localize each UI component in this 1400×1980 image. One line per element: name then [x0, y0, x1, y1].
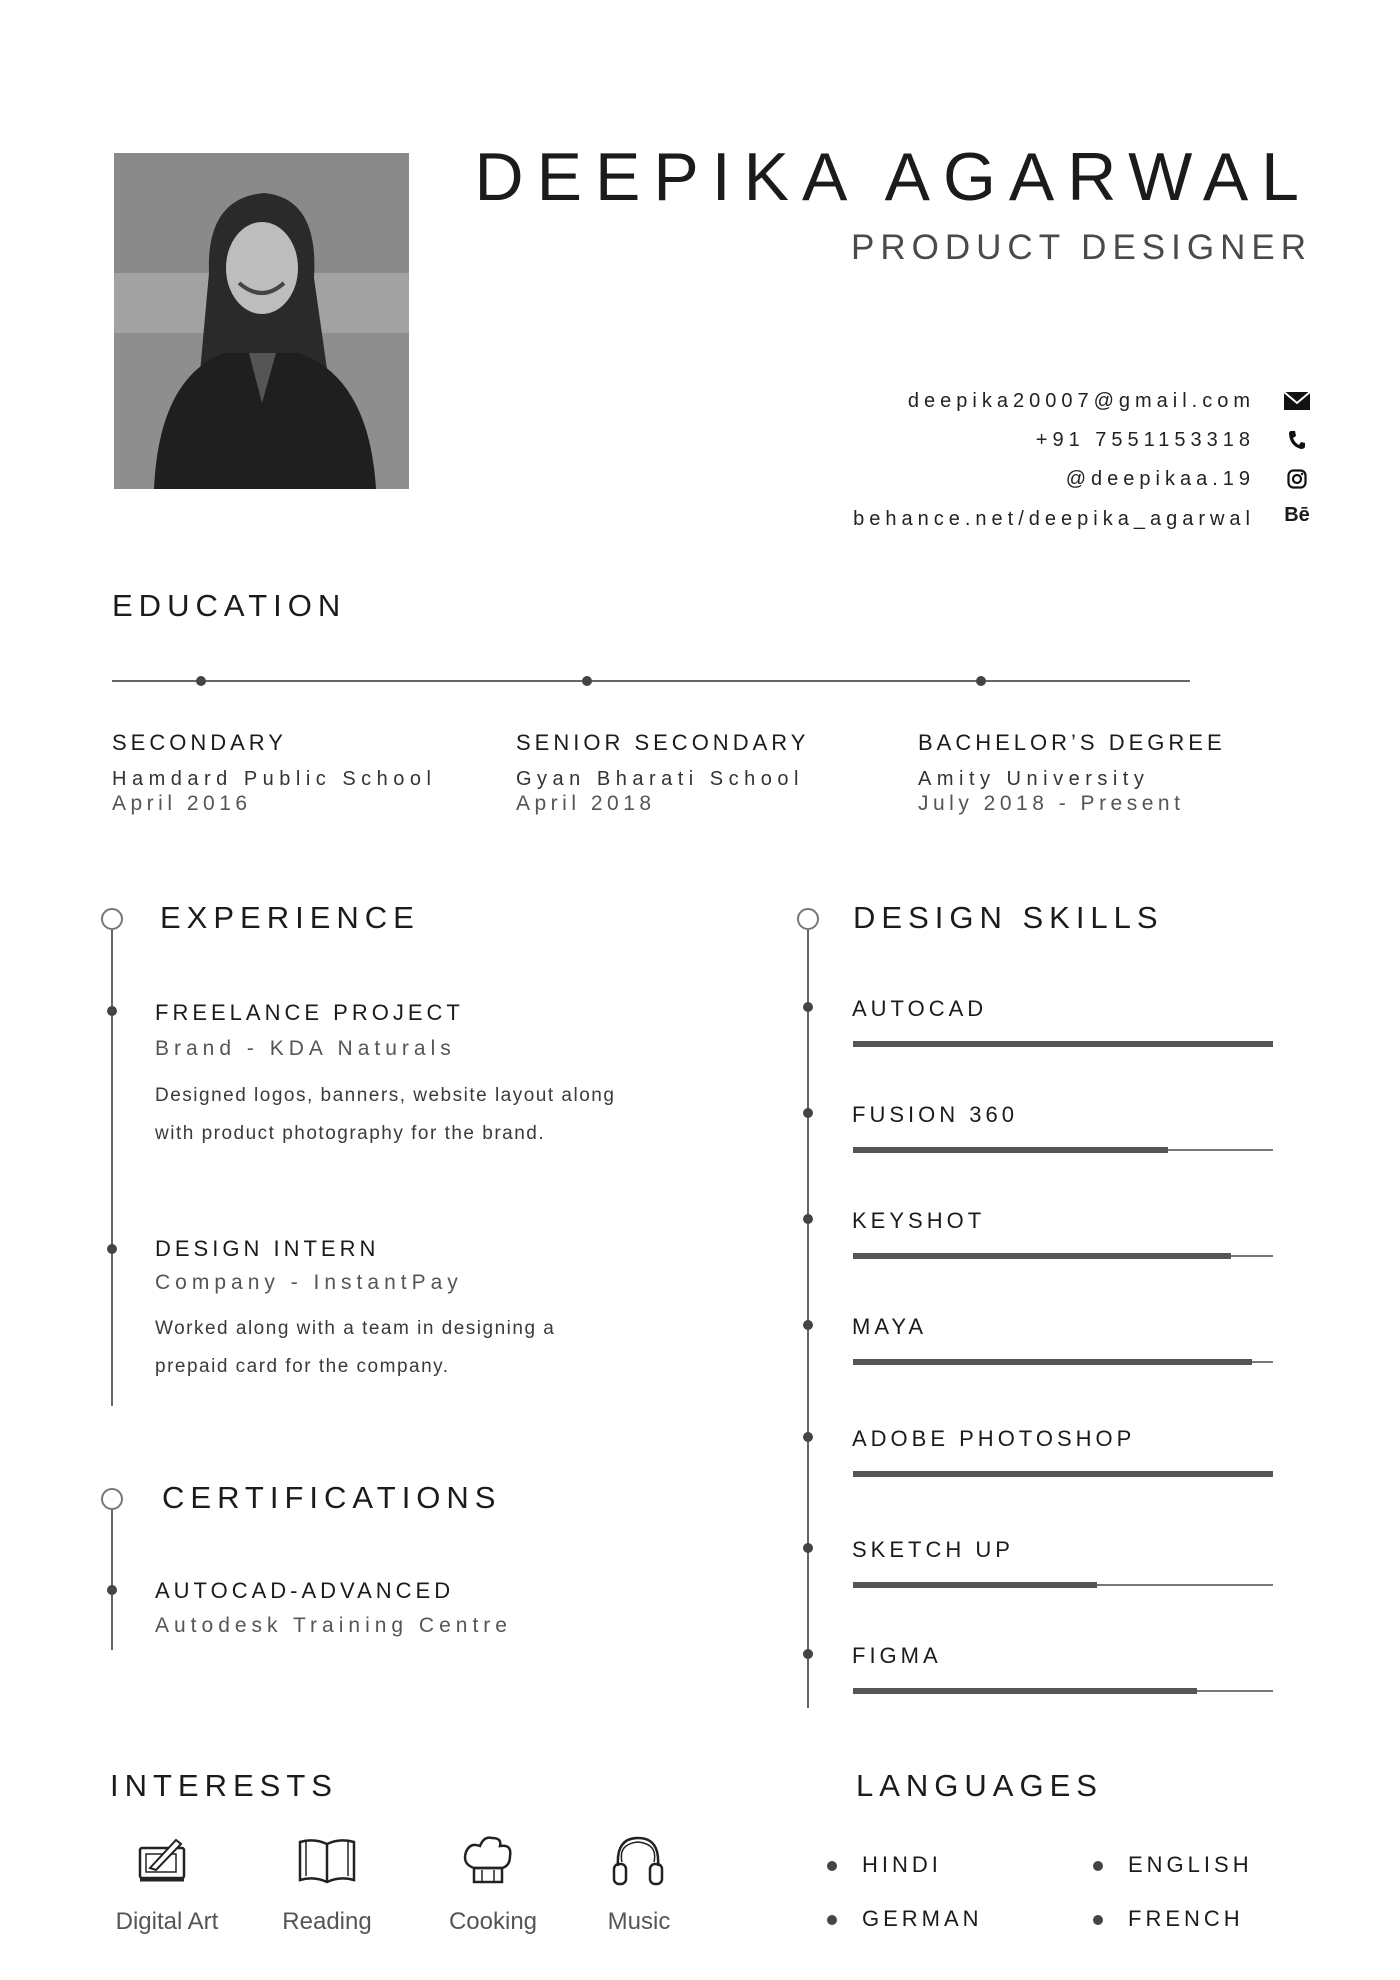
experience-description-2: Worked along with a team in designing a prepaid card for the company.	[155, 1318, 556, 1377]
experience-subtitle-2: Company - InstantPay	[155, 1271, 463, 1294]
experience-dot-2	[107, 1244, 117, 1254]
language-hindi: HINDI	[862, 1852, 942, 1877]
certifications-ring	[101, 1488, 123, 1510]
skill-dot	[803, 1320, 813, 1330]
skill-name: ADOBE PHOTOSHOP	[852, 1426, 1136, 1451]
education-dot-2	[582, 676, 592, 686]
language-french: FRENCH	[1128, 1906, 1244, 1931]
skill-name: FIGMA	[852, 1643, 942, 1668]
experience-title-1: FREELANCE PROJECT	[155, 1000, 464, 1025]
skill-dot	[803, 1432, 813, 1442]
instagram-icon	[1282, 468, 1312, 490]
skill-name: MAYA	[852, 1314, 928, 1339]
education-heading: EDUCATION	[112, 588, 347, 623]
skill-bar-fill	[853, 1471, 1273, 1477]
headphones-icon	[610, 1832, 666, 1893]
interest-label-cooking: Cooking	[448, 1908, 538, 1935]
skill-dot	[803, 1214, 813, 1224]
skill-dot	[803, 1002, 813, 1012]
mail-icon	[1282, 390, 1312, 412]
skills-heading: DESIGN SKILLS	[853, 900, 1164, 935]
certification-subtitle-1: Autodesk Training Centre	[155, 1614, 512, 1637]
skill-name: FUSION 360	[852, 1102, 1018, 1127]
book-icon	[296, 1836, 358, 1891]
interest-label-reading: Reading	[282, 1908, 372, 1935]
education-title-3: BACHELOR’S DEGREE	[918, 730, 1226, 755]
tablet-pen-icon	[136, 1836, 190, 1891]
email-text[interactable]: deepika20007@gmail.com	[907, 390, 1255, 412]
phone-icon	[1282, 429, 1312, 451]
certifications-heading: CERTIFICATIONS	[162, 1480, 502, 1515]
education-school-1: Hamdard Public School	[112, 768, 437, 790]
skill-bar-fill	[853, 1147, 1168, 1153]
skill-dot	[803, 1108, 813, 1118]
education-title-1: SECONDARY	[112, 730, 287, 755]
experience-ring	[101, 908, 123, 930]
behance-icon: Bē	[1284, 503, 1310, 526]
education-date-2: April 2018	[516, 792, 656, 815]
skill-name: SKETCH UP	[852, 1537, 1014, 1562]
languages-heading: LANGUAGES	[856, 1768, 1103, 1803]
language-german: GERMAN	[862, 1906, 983, 1931]
experience-description-1: Designed logos, banners, website layout along with product photography for the brand.	[155, 1085, 616, 1144]
person-silhouette	[114, 153, 409, 489]
skill-bar-fill	[853, 1359, 1252, 1365]
phone-text[interactable]: +91 7551153318	[1035, 429, 1255, 451]
language-dot-hindi	[827, 1861, 837, 1871]
skills-ring	[797, 908, 819, 930]
education-title-2: SENIOR SECONDARY	[516, 730, 810, 755]
interest-label-music: Music	[607, 1908, 671, 1935]
education-dot-3	[976, 676, 986, 686]
education-dot-1	[196, 676, 206, 686]
skill-dot	[803, 1649, 813, 1659]
experience-heading: EXPERIENCE	[160, 900, 420, 935]
skill-bar-fill	[853, 1688, 1197, 1694]
experience-subtitle-1: Brand - KDA Naturals	[155, 1037, 456, 1060]
skill-bar-fill	[853, 1253, 1231, 1259]
certification-title-1: AUTOCAD-ADVANCED	[155, 1578, 455, 1603]
language-dot-german	[827, 1915, 837, 1925]
language-dot-french	[1093, 1915, 1103, 1925]
skill-bar-fill	[853, 1582, 1097, 1588]
chef-hat-icon	[460, 1834, 516, 1891]
skill-name: AUTOCAD	[852, 996, 988, 1021]
language-dot-english	[1093, 1861, 1103, 1871]
interest-label-digital-art: Digital Art	[115, 1908, 219, 1935]
full-name: DEEPIKA AGARWAL	[474, 139, 1312, 215]
education-school-3: Amity University	[918, 768, 1150, 790]
experience-title-2: DESIGN INTERN	[155, 1236, 380, 1261]
skill-name: KEYSHOT	[852, 1208, 986, 1233]
profile-photo	[114, 153, 409, 489]
certification-dot-1	[107, 1585, 117, 1595]
education-date-1: April 2016	[112, 792, 252, 815]
education-school-2: Gyan Bharati School	[516, 768, 804, 790]
education-timeline	[112, 680, 1190, 682]
skills-timeline	[807, 930, 809, 1708]
skill-bar-fill	[853, 1041, 1273, 1047]
skill-dot	[803, 1543, 813, 1553]
certifications-timeline	[111, 1510, 113, 1650]
behance-text[interactable]: behance.net/deepika_agarwal	[853, 508, 1255, 530]
education-date-3: July 2018 - Present	[918, 792, 1185, 815]
instagram-text[interactable]: @deepikaa.19	[1065, 468, 1255, 490]
language-english: ENGLISH	[1128, 1852, 1253, 1877]
experience-dot-1	[107, 1006, 117, 1016]
experience-timeline	[111, 930, 113, 1406]
interests-heading: INTERESTS	[110, 1768, 338, 1803]
job-title: PRODUCT DESIGNER	[851, 228, 1312, 267]
